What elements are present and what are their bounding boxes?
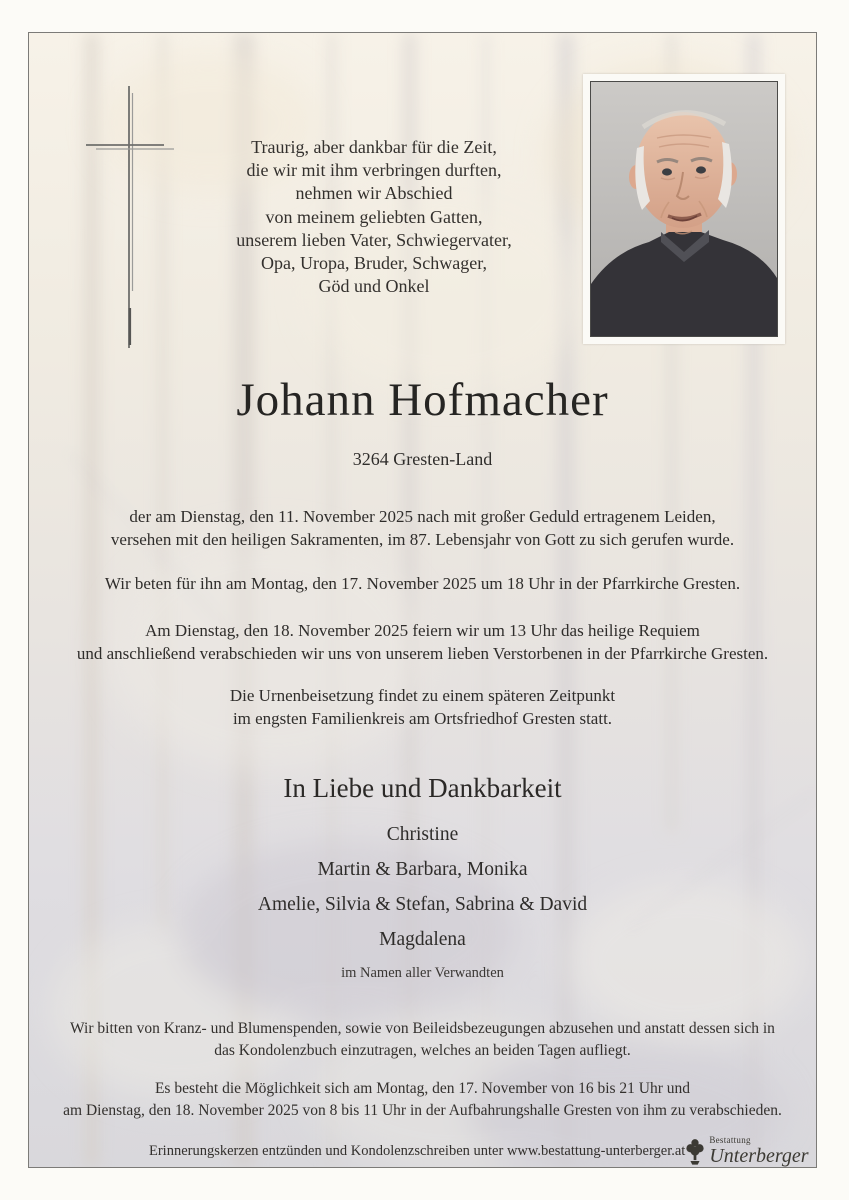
- death-notice-paragraph: [29, 505, 816, 551]
- funeral-home-logo-text: [709, 1136, 808, 1166]
- paragraph-line: Am Dienstag, den 18. November 2025 feiern wir um 13 Uhr das heilige Requiem: [145, 621, 700, 640]
- farewell-times-paragraph: [29, 1078, 816, 1122]
- intro-line: von meinem geliebten Gatten,: [265, 206, 483, 227]
- intro-line: die wir mit ihm verbringen durften,: [246, 160, 502, 181]
- logo-word-bestattung: Bestattung: [709, 1135, 751, 1145]
- portrait-photo: [583, 74, 785, 344]
- logo-word-unterberger: Unterberger: [709, 1145, 809, 1167]
- residence: 3264 Gresten-Land: [352, 449, 493, 469]
- mourner-line: Magdalena: [379, 929, 466, 950]
- intro-line: nehmen wir Abschied: [295, 183, 453, 204]
- mourner-line: Christine: [386, 824, 459, 845]
- intro-line: unserem lieben Vater, Schwiegervater,: [236, 229, 512, 250]
- paragraph-line: Es besteht die Möglichkeit sich am Montag, den 17. November von 16 bis 21 Uhr und: [154, 1080, 691, 1097]
- mourner-line: Amelie, Silvia & Stefan, Sabrina & David: [257, 894, 588, 915]
- funeral-home-emblem-icon: [685, 1137, 705, 1165]
- donations-paragraph: [29, 1018, 816, 1062]
- intro-verse: [89, 136, 659, 298]
- mourners-list: [29, 824, 816, 951]
- paragraph-line: der am Dienstag, den 11. November 2025 nach mit großer Geduld ertragenem Leiden,: [129, 507, 716, 526]
- portrait-illustration: [591, 82, 777, 336]
- urn-burial-paragraph: [29, 684, 816, 730]
- condolence-info-line: Erinnerungskerzen entzünden und Kondolenzschreiben unter www.bestattung-unterberger.at: [149, 1142, 686, 1159]
- paragraph-line: Wir beten für ihn am Montag, den 17. November 2025 um 18 Uhr in der Pfarrkirche Gresten.: [104, 574, 741, 593]
- paragraph-line: Wir bitten von Kranz- und Blumenspenden, sowie von Beileidsbezeugungen abzusehen und anstatt dessen sich in: [70, 1020, 775, 1037]
- mourner-line: Martin & Barbara, Monika: [317, 859, 528, 880]
- deceased-name: Johann Hofmacher: [236, 374, 609, 426]
- paragraph-line: im engsten Familienkreis am Ortsfriedhof Gresten statt.: [232, 709, 613, 728]
- obituary-sheet: [28, 32, 817, 1168]
- intro-line: Traurig, aber dankbar für die Zeit,: [251, 137, 497, 157]
- mourners-note: im Namen aller Verwandten: [341, 965, 504, 981]
- requiem-paragraph: [29, 619, 816, 665]
- paragraph-line: Die Urnenbeisetzung findet zu einem späteren Zeitpunkt: [229, 686, 616, 705]
- portrait-photo-frame: [590, 81, 778, 337]
- paragraph-line: das Kondolenzbuch einzutragen, welches an beiden Tagen aufliegt.: [214, 1042, 631, 1059]
- paragraph-line: und anschließend verabschieden wir uns von unserem lieben Verstorbenen in der Pfarrkirche Gresten.: [76, 644, 769, 663]
- intro-line: Opa, Uropa, Bruder, Schwager,: [261, 253, 487, 274]
- paragraph-line: am Dienstag, den 18. November 2025 von 8 bis 11 Uhr in der Aufbahrungshalle Gresten von ihm zu verabschieden.: [63, 1102, 782, 1119]
- intro-line: Göd und Onkel: [318, 276, 430, 297]
- closing-title: In Liebe und Dankbarkeit: [283, 773, 562, 803]
- footer: [149, 1129, 809, 1168]
- paragraph-line: versehen mit den heiligen Sakramenten, im 87. Lebensjahr von Gott zu sich gerufen wurde.: [110, 530, 735, 549]
- funeral-home-logo: [685, 1136, 808, 1166]
- prayer-paragraph: [29, 572, 816, 595]
